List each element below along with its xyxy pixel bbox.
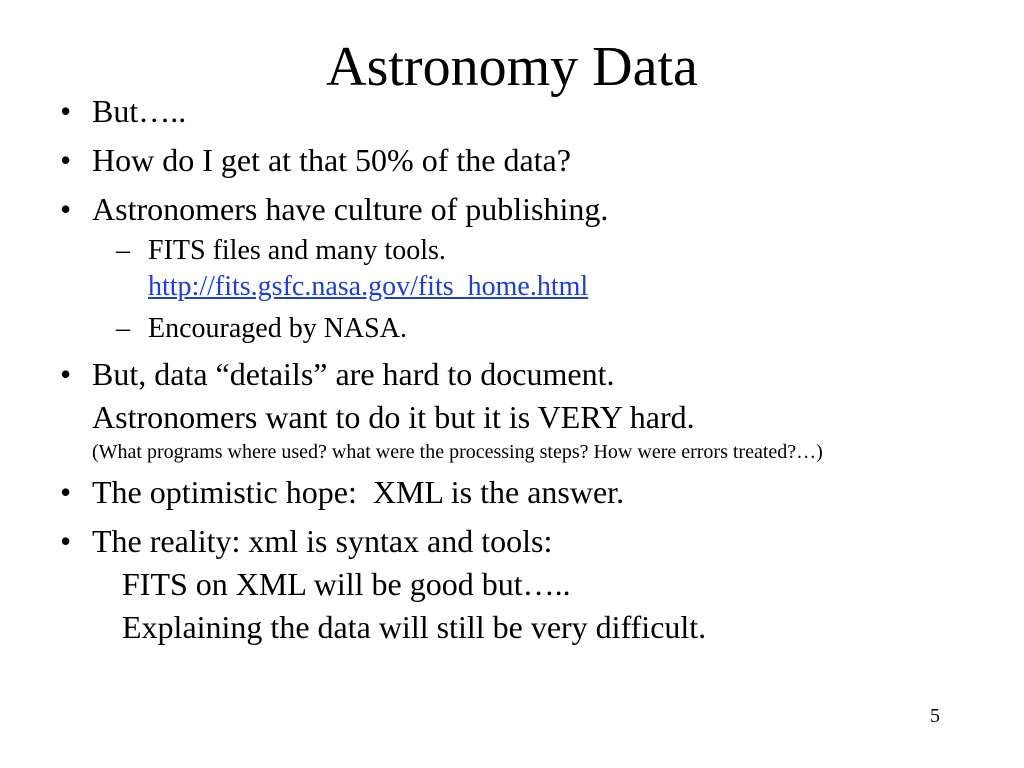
bullet-text-line: The reality: xml is syntax and tools: — [92, 523, 553, 559]
page-number: 5 — [930, 705, 940, 727]
sub-bullet-text: Encouraged by NASA. — [148, 313, 407, 344]
bullet-text-line: But, data “details” are hard to document. — [92, 356, 615, 392]
bullet-note: (What programs where used? what were the processing steps? How were errors treated?…) — [92, 441, 823, 463]
bullet-text: The optimistic hope: XML is the answer. — [92, 474, 625, 510]
bullet-list — [60, 90, 1000, 655]
bullet-text: Astronomers have culture of publishing. — [92, 191, 609, 227]
slide-title: Astronomy Data — [326, 36, 698, 98]
fits-home-link[interactable]: http://fits.gsfc.nasa.gov/fits_home.html — [148, 271, 589, 302]
dash-marker: – — [116, 235, 130, 266]
dash-marker: – — [116, 313, 130, 344]
bullet-dot: • — [60, 523, 72, 559]
sub-bullet-item — [104, 233, 1000, 305]
bullet-dot: • — [60, 93, 72, 129]
bullet-item — [60, 471, 1000, 514]
bullet-dot: • — [60, 191, 72, 227]
bullet-text: But….. — [92, 93, 187, 129]
bullet-dot: • — [60, 356, 72, 392]
sub-bullet-text: FITS files and many tools. — [148, 235, 446, 266]
bullet-dot: • — [60, 142, 72, 178]
sub-bullet-list — [92, 233, 1000, 347]
bullet-text-line-indented: Explaining the data will still be very difficult. — [122, 609, 707, 645]
bullet-item — [60, 188, 1000, 347]
bullet-dot: • — [60, 474, 72, 510]
sub-bullet-item — [104, 311, 1000, 347]
bullet-text-line: Astronomers want to do it but it is VERY hard. — [92, 399, 695, 435]
bullet-item — [60, 520, 1000, 649]
bullet-item — [60, 353, 1000, 465]
bullet-text: How do I get at that 50% of the data? — [92, 142, 571, 178]
bullet-item — [60, 90, 1000, 133]
bullet-text-line-indented: FITS on XML will be good but….. — [122, 566, 571, 602]
bullet-item — [60, 139, 1000, 182]
